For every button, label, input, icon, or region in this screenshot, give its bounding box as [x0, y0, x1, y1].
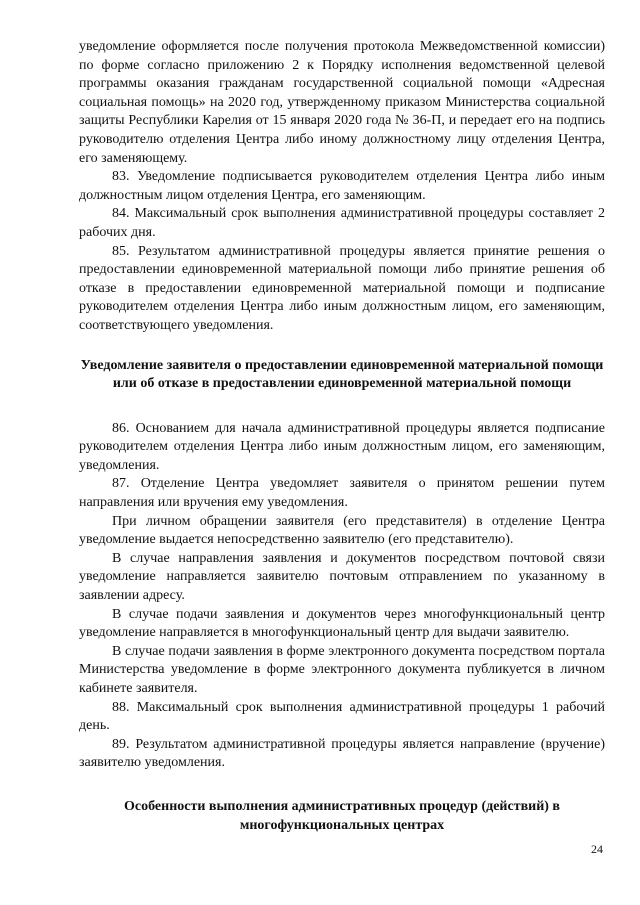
section-heading-mfc: Особенности выполнения административных процедур (действий) в многофункциональных центрах	[124, 798, 560, 833]
paragraph-electronic: В случае подачи заявления в форме электронного документа посредством портала Министерства уведомление в форме электронного документа публикуется в личном кабинете заявителя.	[79, 643, 605, 696]
paragraph-85: 85. Результатом административной процедуры является принятие решения о предоставлении единовременной материальной помощи либо принятие решения об отказе в предоставлении единовременной материальной помощи и подписание руководителем отделения Центра либо иным должностным лицом, его заменяющим, соответствующего уведомления.	[79, 243, 605, 333]
paragraph-83: 83. Уведомление подписывается руководителем отделения Центра либо иным должностным лицом отделения Центра, его заменяющим.	[79, 169, 605, 203]
paragraph-87: 87. Отделение Центра уведомляет заявителя о принятом решении путем направления или вручения ему уведомления.	[79, 476, 605, 511]
paragraph-89: 89. Результатом административной процедуры является направление (вручение) заявителю уведомления.	[79, 736, 605, 771]
paragraph-mfc: В случае подачи заявления и документов через многофункциональный центр уведомление направляется в многофункциональный центр для выдачи заявителю.	[79, 606, 605, 641]
page-number: 24	[591, 842, 603, 856]
section-heading-notification: Уведомление заявителя о предоставлении единовременной материальной помощи или об отказе в предоставлении единовременной материальной помощи	[80, 357, 604, 392]
paragraph-84: 84. Максимальный срок выполнения административной процедуры составляет 2 рабочих дня.	[79, 206, 605, 240]
paragraph-postal: В случае направления заявления и документов посредством почтовой связи уведомление направляется заявителю почтовым отправлением по указанному в заявлении адресу.	[79, 550, 605, 604]
document-page	[79, 38, 605, 835]
paragraph-88: 88. Максимальный срок выполнения административной процедуры 1 рабочий день.	[79, 699, 605, 734]
paragraph-personal-visit: При личном обращении заявителя (его представителя) в отделение Центра уведомление выдается непосредственно заявителю (его представителю).	[79, 513, 605, 548]
paragraph-86: 86. Основанием для начала административной процедуры является подписание руководителем отделения Центра либо иным должностным лицом, его заменяющим, уведомления.	[79, 420, 605, 473]
paragraph-intro: уведомление оформляется после получения протокола Межведомственной комиссии) по форме согласно приложению 2 к Порядку исполнения ведомственной целевой программы оказания гражданам государственной социальной помощи «Адресная социальная помощь» на 2020 год, утвержденному приказом Министерства социальной защиты Республики Карелия от 15 января 2020 года № 36-П, и передает его на подпись руководителю отделения Центра либо иному должностному лицу отделения Центра, его заменяющему.	[79, 39, 605, 166]
